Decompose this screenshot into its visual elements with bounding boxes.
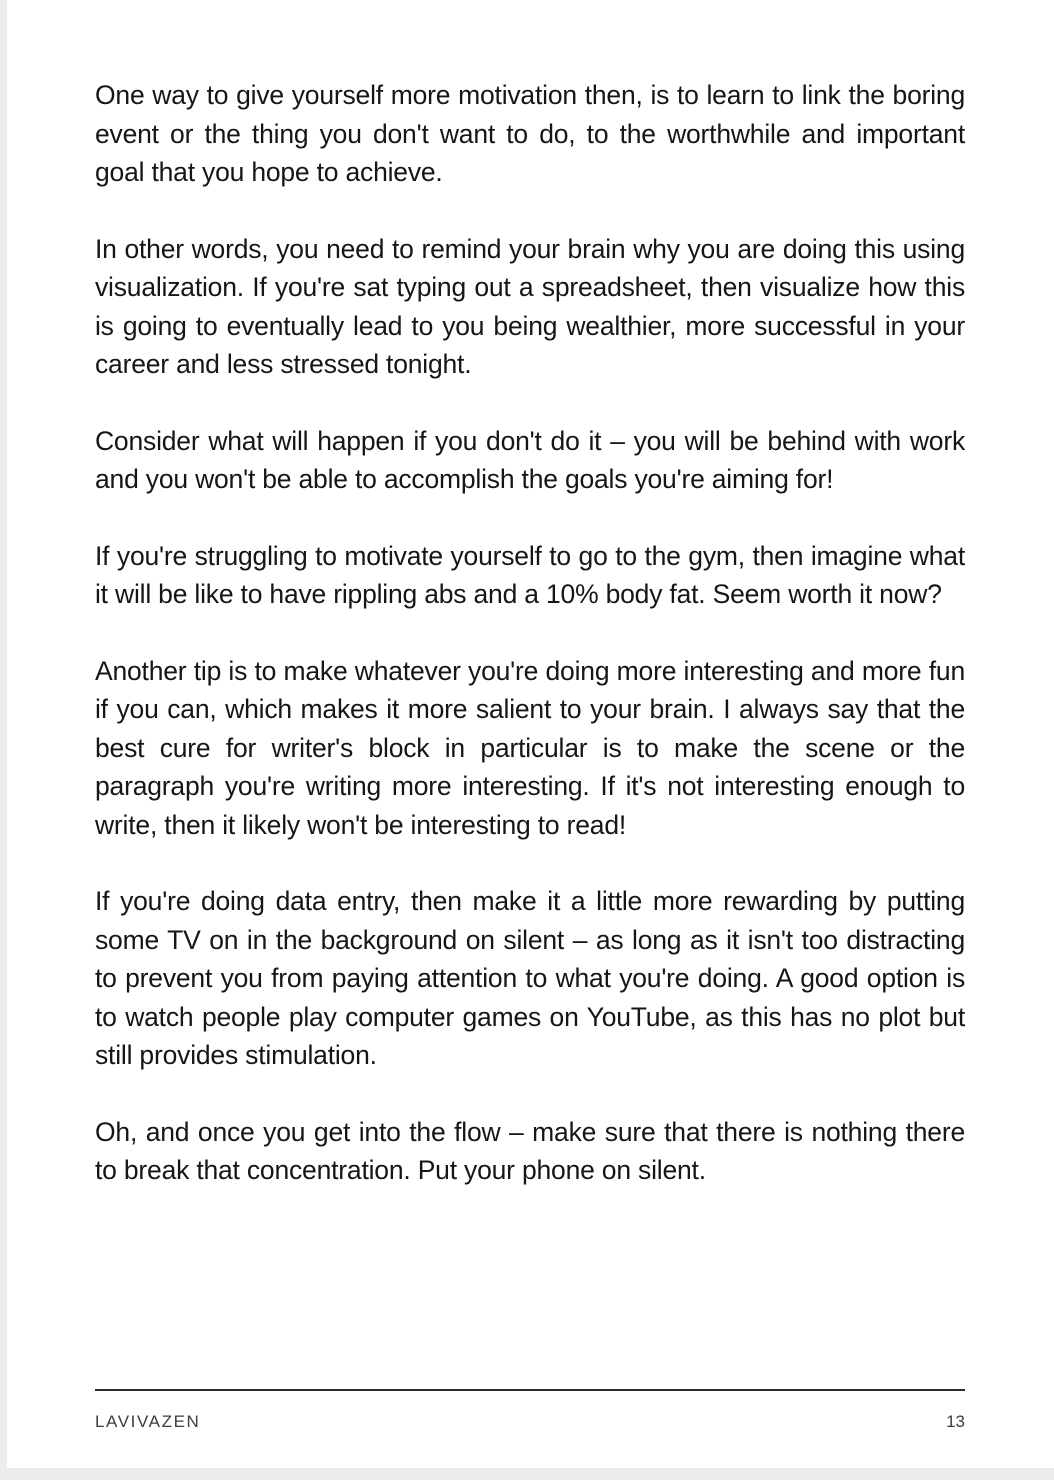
body-paragraph: Consider what will happen if you don't do it – you will be behind with work and you won't be able to accomplish the goals you're aiming for! (95, 425, 965, 494)
footer-divider (95, 1389, 965, 1391)
body-paragraph: If you're doing data entry, then make it a little more rewarding by putting some TV on in the background on silent – as long as it isn't too distracting to prevent you from paying attention to what you're doing. A good option is to watch people play computer games on YouTube, as this has no plot but still provides stimulation. (95, 886, 965, 1070)
page-body-text (95, 76, 965, 1190)
footer-brand: LAVIVAZEN (95, 1412, 201, 1431)
document-page (7, 0, 1054, 1468)
footer-page-number: 13 (946, 1412, 965, 1431)
page-footer (95, 1412, 965, 1432)
body-paragraph: Oh, and once you get into the flow – make sure that there is nothing there to break that concentration. Put your phone on silent. (95, 1116, 965, 1185)
body-paragraph: Another tip is to make whatever you're doing more interesting and more fun if you can, which makes it more salient to your brain. I always say that the best cure for writer's block in particular is to make the scene or the paragraph you're writing more interesting. If it's not interesting enough to write, then it likely won't be interesting to read! (95, 655, 965, 840)
body-paragraph: If you're struggling to motivate yourself to go to the gym, then imagine what it will be like to have rippling abs and a 10% body fat. Seem worth it now? (95, 540, 965, 609)
body-paragraph: In other words, you need to remind your brain why you are doing this using visualization. If you're sat typing out a spreadsheet, then visualize how this is going to eventually lead to you being wealthier, more successful in your career and less stressed tonight. (95, 233, 965, 379)
body-paragraph: One way to give yourself more motivation then, is to learn to link the boring event or the thing you don't want to do, to the worthwhile and important goal that you hope to achieve. (95, 80, 965, 187)
